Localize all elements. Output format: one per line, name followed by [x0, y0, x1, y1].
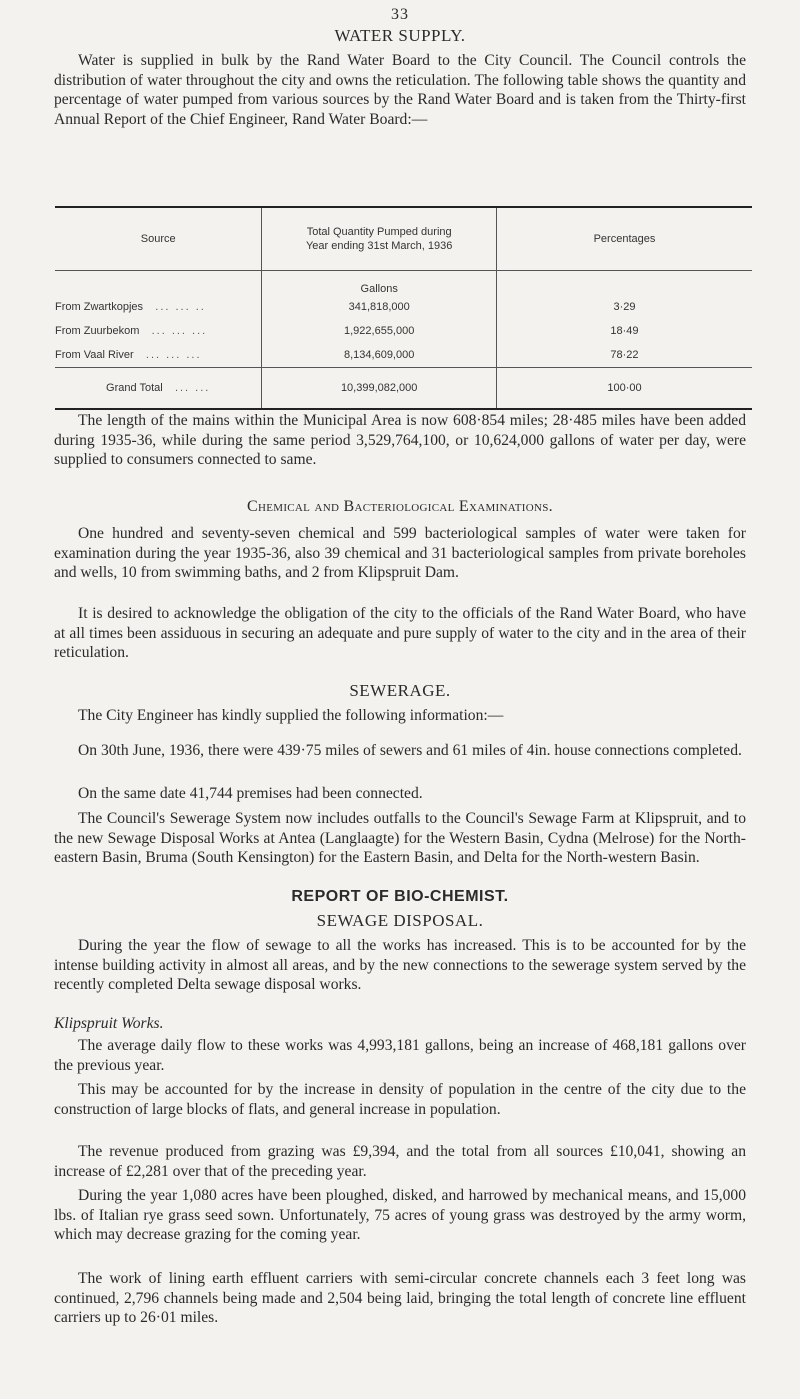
- water-supply-heading: WATER SUPPLY.: [334, 26, 466, 45]
- percentage-cell: 3·29: [496, 295, 752, 319]
- units-label: Gallons: [262, 271, 497, 296]
- quantity-cell: 8,134,609,000: [262, 343, 497, 368]
- biochemist-paragraph-1: During the year the flow of sewage to all the works has increased. This is to be accounted for by the intense building activity in almost all areas, and by the new connections to the sewerage system served by the recently completed Delta sewage disposal works.: [54, 937, 746, 993]
- units-spacer-right: [496, 271, 752, 296]
- table-row: [55, 295, 752, 319]
- table-total-row: [55, 368, 752, 410]
- source-name: From Zwartkopjes: [55, 301, 144, 313]
- sewage-disposal-heading: SEWAGE DISPOSAL.: [316, 911, 484, 930]
- chemical-paragraph-2: It is desired to acknowledge the obligation of the city to the officials of the Rand Water Board, who have at all times been assiduous in securing an adequate and pure supply of water to the city and in the area of their reticulation.: [54, 605, 746, 661]
- total-label-cell: [55, 368, 262, 410]
- total-quantity-cell: 10,399,082,000: [262, 368, 497, 410]
- leader-dots: ... ...: [174, 382, 211, 394]
- biochemist-paragraph-5: During the year 1,080 acres have been ploughed, disked, and harrowed by mechanical means, and 15,000 lbs. of Italian rye grass seed sown. Unfortunately, 75 acres of young grass was destroyed by the army worm, which may decrease grazing for the coming year.: [54, 1187, 746, 1243]
- page-number: 33: [391, 6, 409, 23]
- klipspruit-works-title: Klipspruit Works.: [54, 1015, 164, 1032]
- total-percentage-cell: 100·00: [496, 368, 752, 410]
- percentage-cell: 78·22: [496, 343, 752, 368]
- source-cell: [55, 295, 262, 319]
- leader-dots: ... ... ...: [151, 325, 208, 337]
- header-source: Source: [55, 207, 262, 271]
- units-spacer: [55, 271, 262, 296]
- water-sources-table-container: [55, 206, 752, 410]
- header-quantity: [262, 207, 497, 271]
- table-row: [55, 319, 752, 343]
- biochemist-paragraph-6: The work of lining earth effluent carriers with semi-circular concrete channels each 3 feet long was continued, 2,796 channels being made and 2,504 being laid, bringing the total length of concrete line effluent carriers up to 26·01 miles.: [54, 1270, 746, 1326]
- sewerage-paragraph-3: On the same date 41,744 premises had been connected.: [78, 785, 423, 802]
- biochemist-heading: REPORT OF BIO-CHEMIST.: [291, 888, 509, 905]
- header-quantity-text: Total Quantity Pumped during Year ending 31st March, 1936: [305, 226, 453, 252]
- chemical-paragraph-1: One hundred and seventy-seven chemical and 599 bacteriological samples of water were taken for examination during the year 1935-36, also 39 chemical and 31 bacteriological samples from private boreholes and wells, 10 from swimming baths, and 2 from Klipspruit Dam.: [54, 525, 746, 581]
- sewerage-paragraph-1: The City Engineer has kindly supplied the following information:—: [78, 707, 504, 724]
- table-row: [55, 343, 752, 368]
- source-name: From Vaal River: [55, 349, 134, 361]
- mains-paragraph: The length of the mains within the Municipal Area is now 608·854 miles; 28·485 miles have been added during 1935-36, while during the same period 3,529,764,100, or 10,624,000 gallons of water per day, were supplied to consumers connected to same.: [54, 412, 746, 468]
- leader-dots: ... ... ...: [145, 349, 202, 361]
- biochemist-paragraph-2: The average daily flow to these works was 4,993,181 gallons, being an increase of 468,181 gallons over the previous year.: [54, 1037, 746, 1074]
- percentage-cell: 18·49: [496, 319, 752, 343]
- source-cell: [55, 319, 262, 343]
- quantity-cell: 341,818,000: [262, 295, 497, 319]
- sewerage-paragraph-2: On 30th June, 1936, there were 439·75 miles of sewers and 61 miles of 4in. house connections completed.: [78, 742, 742, 759]
- water-intro-paragraph: Water is supplied in bulk by the Rand Water Board to the City Council. The Council controls the distribution of water throughout the city and owns the reticulation. The following table shows the quantity and percentage of water pumped from various sources by the Rand Water Board and is taken from the Thirty-first Annual Report of the Chief Engineer, Rand Water Board:—: [54, 52, 746, 128]
- header-percentages: Percentages: [496, 207, 752, 271]
- source-name: From Zuurbekom: [55, 325, 140, 337]
- sewerage-paragraph-4: The Council's Sewerage System now includes outfalls to the Council's Sewage Farm at Klipspruit, and to the new Sewage Disposal Works at Antea (Langlaagte) for the Western Basin, Cydna (Melrose) for the North-eastern Basin, Bruma (South Kensington) for the Eastern Basin, and Delta for the North-western Basin.: [54, 810, 746, 866]
- quantity-cell: 1,922,655,000: [262, 319, 497, 343]
- source-cell: [55, 343, 262, 368]
- water-sources-table: [55, 206, 752, 410]
- sewerage-heading: SEWERAGE.: [349, 681, 451, 700]
- total-label: Grand Total: [106, 382, 163, 394]
- leader-dots: ... ... ..: [155, 301, 206, 313]
- biochemist-paragraph-4: The revenue produced from grazing was £9,394, and the total from all sources £10,041, showing an increase of £2,281 over that of the preceding year.: [54, 1143, 746, 1180]
- chemical-examinations-heading: Chemical and Bacteriological Examinations.: [247, 498, 553, 515]
- biochemist-paragraph-3: This may be accounted for by the increase in density of population in the centre of the city due to the construction of large blocks of flats, and general increase in population.: [54, 1081, 746, 1118]
